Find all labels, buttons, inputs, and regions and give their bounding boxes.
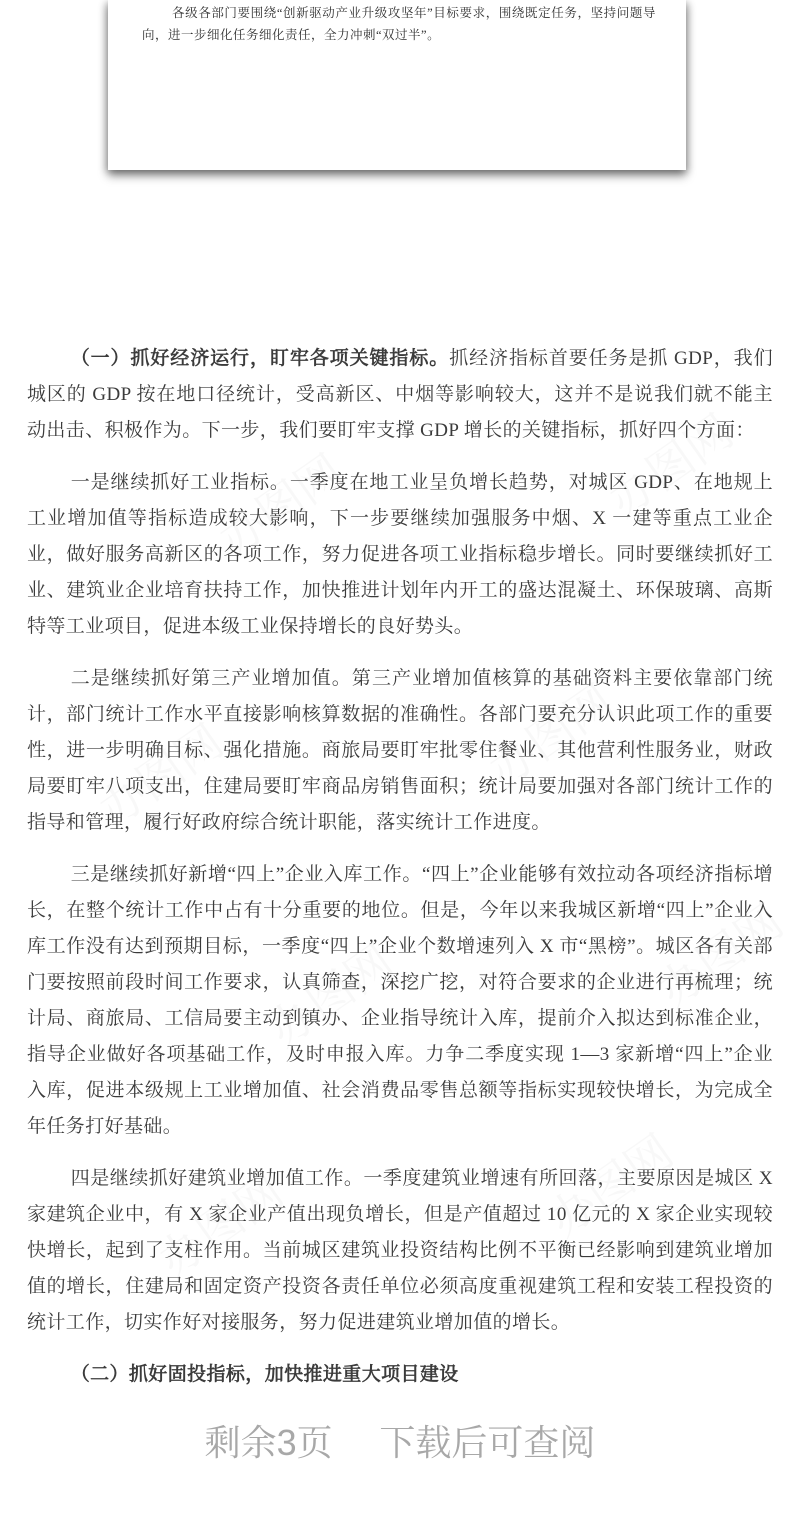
site-watermark: 办图网 bbox=[539, 1124, 683, 1247]
paragraph-section-1-heading bbox=[27, 341, 773, 449]
paragraph-point-2: 二是继续抓好第三产业增加值。第三产业增加值核算的基础资料主要依靠部门统计，部门统计工作水平直接影响核算数据的准确性。各部门要充分认识此项工作的重要性，进一步明确目标、强化措施。商旅局要盯牢批零住餐业、其他营利性服务业，财政局要盯牢八项支出，住建局要盯牢商品房销售面积；统计局要加强对各部门统计工作的指导和管理，履行好政府综合统计职能，落实统计工作进度。 bbox=[27, 668, 773, 833]
site-watermark: 办图网 bbox=[209, 444, 353, 567]
site-watermark: 办图网 bbox=[89, 714, 233, 837]
pages-left-count: 剩余3页 bbox=[204, 1422, 333, 1463]
section-1-body: 抓经济指标首要任务是抓 GDP，我们城区的 GDP 按在地口径统计，受高新区、中烟等影响较大，这并不是说我们就不能主动出击、积极作为。下一步，我们要盯牢支撑 GDP 增长的关键指标，抓好四个方面： bbox=[27, 348, 773, 441]
download-hint: 下载后可查阅 bbox=[379, 1422, 596, 1463]
document-text-content bbox=[0, 341, 800, 1409]
paragraph-point-1: 一是继续抓好工业指标。一季度在地工业呈负增长趋势，对城区 GDP、在地规上工业增加值等指标造成较大影响，下一步要继续加强服务中烟、X 一建等重点工业企业，做好服务高新区的各项工作，努力促进各项工业指标稳步增长。同时要继续抓好工业、建筑业企业培育扶持工作，加快推进计划年内开工的盛达混凝土、环保玻璃、高斯特等工业项目，促进本级工业保持增长的良好势头。 bbox=[27, 472, 773, 637]
preview-paragraph: 各级各部门要围绕“创新驱动产业升级攻坚年”目标要求，围绕既定任务，坚持问题导向，进一步细化任务细化责任，全力冲刺“双过半”。 bbox=[142, 6, 656, 42]
document-page-preview bbox=[108, 0, 686, 170]
section-2-title: （二）抓好固投指标，加快推进重大项目建设 bbox=[70, 1364, 459, 1385]
site-watermark: 办图网 bbox=[149, 1164, 293, 1287]
site-watermark: 办图网 bbox=[649, 894, 793, 1017]
remaining-pages-notice bbox=[0, 1418, 800, 1468]
paragraph-point-3: 三是继续抓好新增“四上”企业入库工作。“四上”企业能够有效拉动各项经济指标增长，在整个统计工作中占有十分重要的地位。但是，今年以来我城区新增“四上”企业入库工作没有达到预期目标，一季度“四上”企业个数增速列入 X 市“黑榜”。城区各有关部门要按照前段时间工作要求，认真筛查，深挖广挖，对符合要求的企业进行再梳理；统计局、商旅局、工信局要主动到镇办、企业指导统计入库，提前介入拟达到标准企业，指导企业做好各项基础工作，及时申报入库。力争二季度实现 1—3 家新增“四上”企业入库，促进本级规上工业增加值、社会消费品零售总额等指标实现较快增长，为完成全年任务打好基础。 bbox=[27, 864, 773, 1137]
site-watermark: 办图网 bbox=[259, 934, 403, 1057]
paragraph-section-2-heading bbox=[27, 1357, 773, 1393]
section-1-title: （一）抓好经济运行，盯牢各项关键指标。 bbox=[70, 348, 450, 369]
site-watermark: 办图网 bbox=[479, 674, 623, 797]
paragraph-point-4: 四是继续抓好建筑业增加值工作。一季度建筑业增速有所回落，主要原因是城区 X 家建筑企业中，有 X 家企业产值出现负增长，但是产值超过 10 亿元的 X 家企业实现较快增长，起到了支柱作用。当前城区建筑业投资结构比例不平衡已经影响到建筑业增加值的增长，住建局和固定资产投资各责任单位必须高度重视建筑工程和安装工程投资的统计工作，切实作好对接服务，努力促进建筑业增加值的增长。 bbox=[27, 1168, 773, 1333]
site-watermark: 办图网 bbox=[599, 404, 743, 527]
